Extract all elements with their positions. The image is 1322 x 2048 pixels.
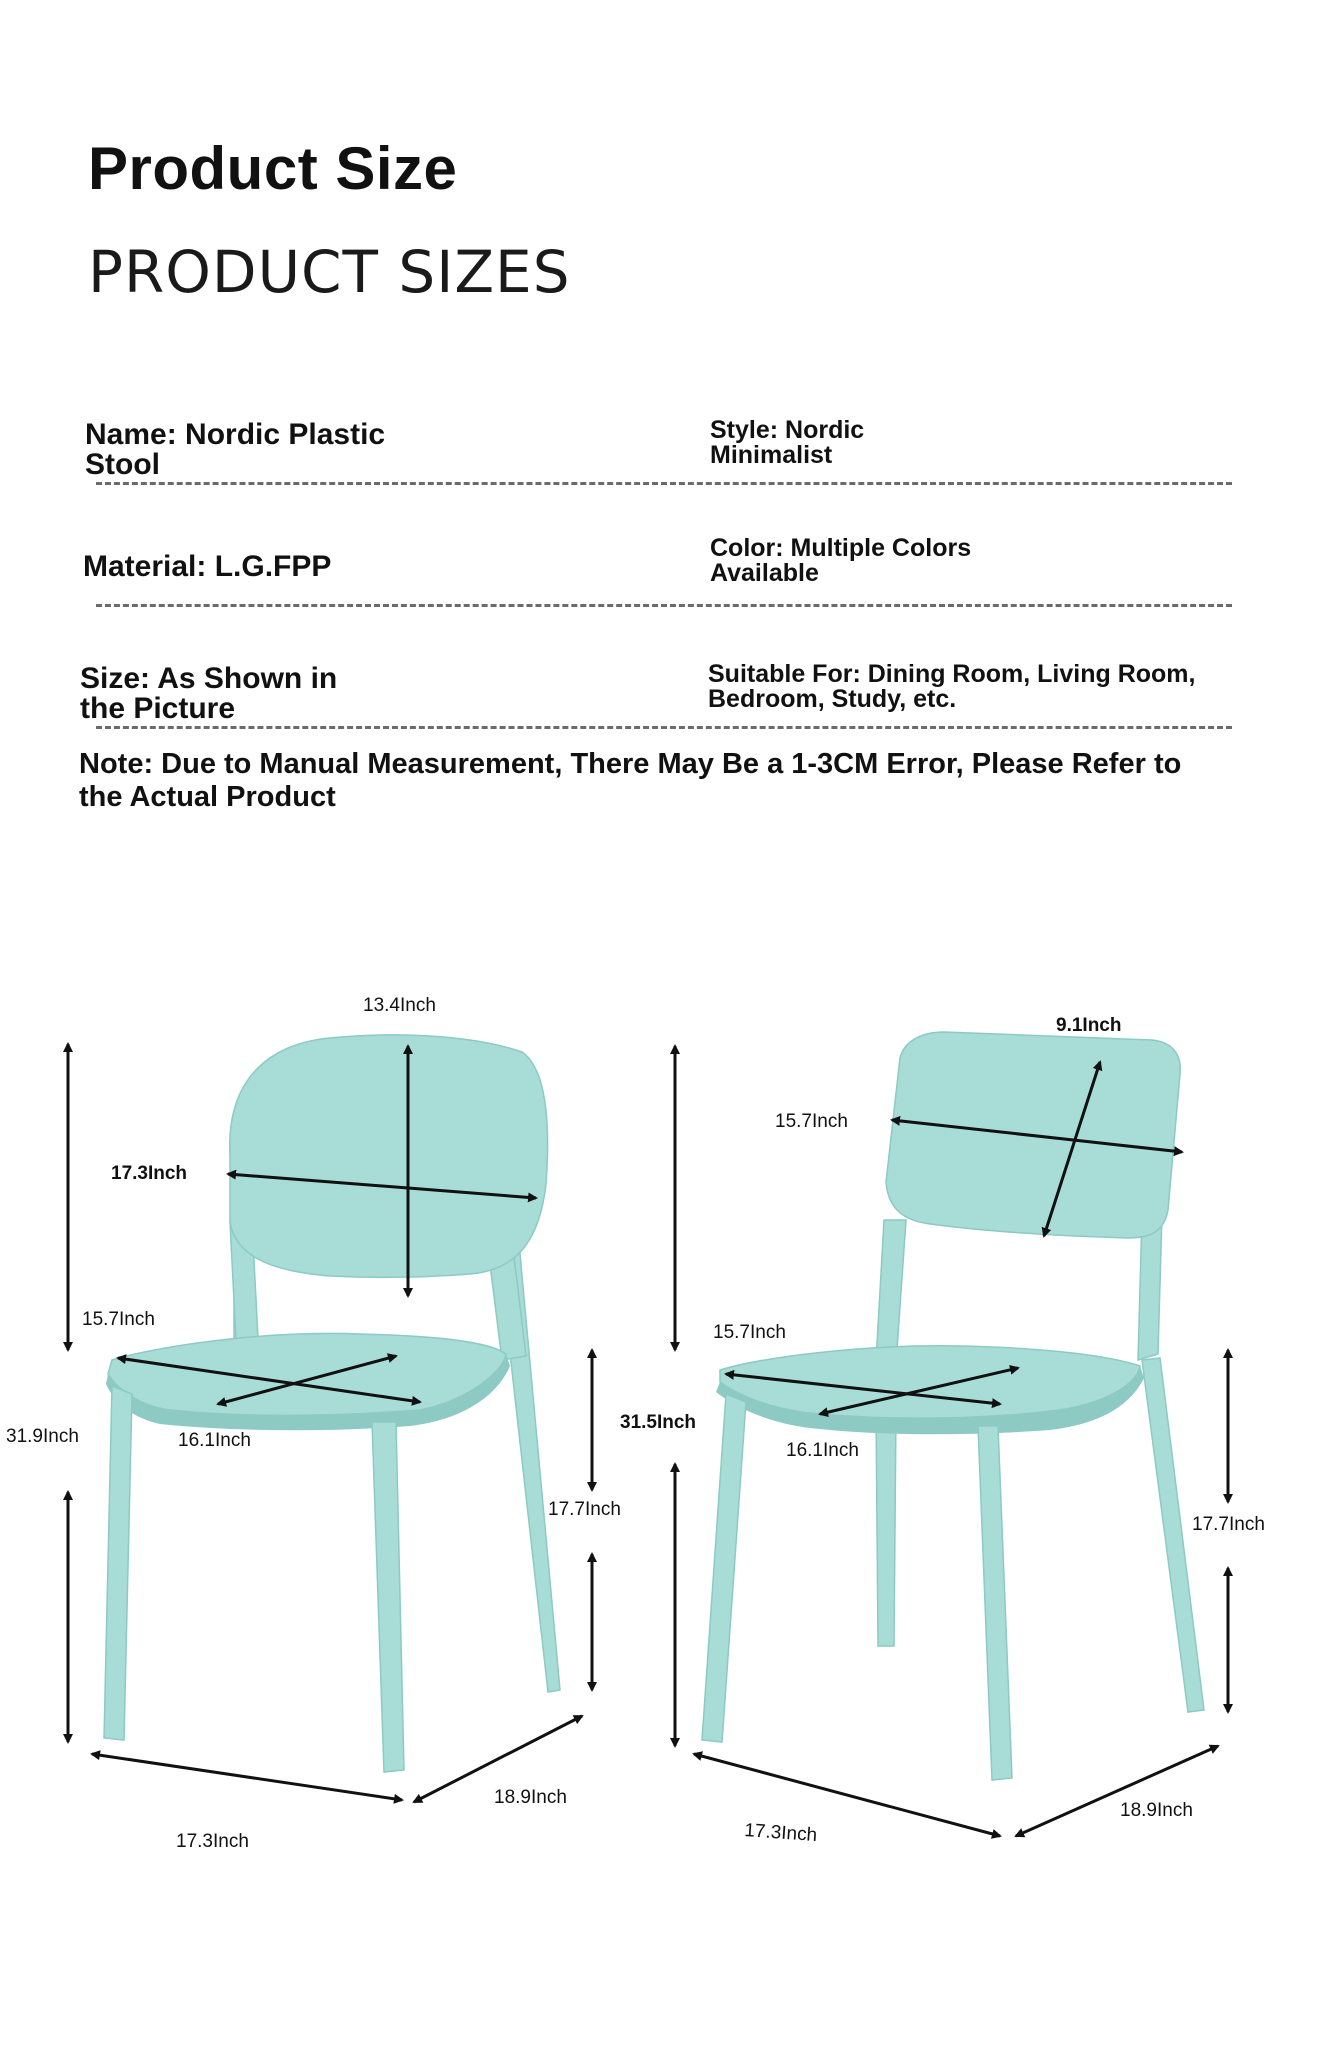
- page-subtitle: PRODUCT SIZES: [88, 238, 571, 306]
- spec-name: [85, 420, 385, 480]
- chair-2-label-back-height: 15.7Inch: [775, 1111, 848, 1132]
- chair-2-arrow-base-depth: [1016, 1746, 1218, 1836]
- chair-1-label-seat-diag-b: 16.1Inch: [178, 1430, 251, 1451]
- spec-suitable-line-1: Suitable For: Dining Room, Living Room,: [708, 660, 1196, 688]
- spec-material: Material: L.G.FPP: [83, 550, 332, 583]
- chair-1-body: [104, 1035, 560, 1772]
- chair-1-front-leg-right: [372, 1422, 404, 1772]
- chair-1: [6, 995, 621, 1852]
- page-title: Product Size: [88, 135, 458, 202]
- spec-name-line-2: Stool: [85, 448, 160, 481]
- chair-2-label-seat-height: 17.7Inch: [1192, 1514, 1265, 1535]
- chair-1-front-leg-left: [104, 1386, 132, 1740]
- chair-2-arrow-base-width: [694, 1754, 1000, 1836]
- spec-color-line-2: Available: [710, 559, 819, 587]
- chair-2-label-back-width: 9.1Inch: [1056, 1015, 1122, 1036]
- chair-2-front-leg-right: [978, 1426, 1012, 1780]
- chair-1-label-seat-diag-a: 15.7Inch: [82, 1309, 155, 1330]
- spec-style-line-2: Minimalist: [710, 441, 833, 469]
- chair-1-label-total-height: 31.9Inch: [6, 1426, 79, 1447]
- chair-2: [620, 1015, 1265, 1846]
- divider-2: [96, 604, 1232, 607]
- chair-2-label-base-width: 17.3Inch: [743, 1820, 818, 1847]
- divider-1: [96, 482, 1232, 485]
- spec-color: [710, 536, 971, 586]
- chair-1-label-seat-height: 17.7Inch: [548, 1499, 621, 1520]
- chair-1-arrow-base-width: [92, 1754, 402, 1800]
- spec-size-line-1: Size: As Shown in: [80, 662, 338, 695]
- chair-2-label-base-depth: 18.9Inch: [1120, 1800, 1193, 1821]
- chair-2-label-total-height: 31.5Inch: [620, 1412, 697, 1433]
- spec-color-line-1: Color: Multiple Colors: [710, 534, 972, 562]
- chair-2-label-seat-diag-a: 15.7Inch: [713, 1322, 786, 1343]
- chair-2-body: [702, 1032, 1204, 1780]
- chair-2-label-seat-diag-b: 16.1Inch: [786, 1440, 859, 1461]
- spec-suitable: [708, 662, 1195, 712]
- spec-suitable-line-2: Bedroom, Study, etc.: [708, 685, 957, 713]
- divider-3: [96, 726, 1232, 729]
- chair-1-label-base-depth: 18.9Inch: [494, 1787, 567, 1808]
- measurement-note: Note: Due to Manual Measurement, There May Be a 1-3CM Error, Please Refer to the Actual Product: [79, 748, 1182, 813]
- spec-size-line-2: the Picture: [80, 692, 236, 725]
- chair-dimension-figure: [0, 970, 1322, 1870]
- spec-style: [710, 418, 864, 468]
- chair-2-front-leg-left: [702, 1394, 746, 1742]
- chair-1-label-back-height: 17.3Inch: [111, 1163, 188, 1184]
- spec-size: [80, 664, 337, 724]
- chair-2-back-support-left: [876, 1220, 906, 1364]
- chair-1-label-base-width: 17.3Inch: [176, 1831, 249, 1852]
- chair-1-backrest: [230, 1035, 548, 1277]
- chair-2-back-leg-left: [876, 1410, 896, 1646]
- spec-name-line-1: Name: Nordic Plastic: [85, 418, 386, 451]
- chair-1-label-back-width: 13.4Inch: [363, 995, 436, 1016]
- chair-2-back-leg-right: [1142, 1358, 1204, 1712]
- spec-style-line-1: Style: Nordic: [710, 416, 865, 444]
